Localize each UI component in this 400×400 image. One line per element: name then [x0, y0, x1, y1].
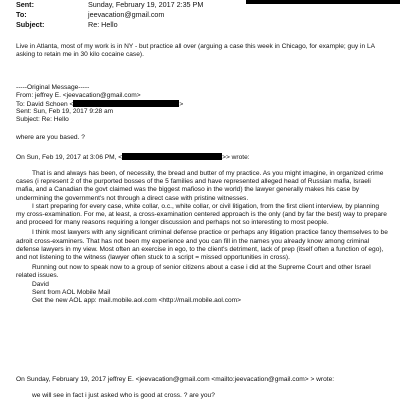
orig-sent: Sent: Sun, Feb 19, 2017 9:28 am [16, 108, 114, 115]
to-label: To: [16, 10, 27, 19]
redaction-bar [122, 153, 222, 160]
original-message-divider: -----Original Message----- [16, 84, 90, 91]
to-row [16, 10, 164, 20]
intro-text: Live in Atlanta, most of my work is in NY - but practice all over (arguing a case this week in Chicago, for example; guy in LA asking to retain me in 30 kilo cocaine case). [16, 43, 375, 59]
quoted-body [16, 170, 388, 305]
quote2-header: On Sunday, February 19, 2017 jeffrey E. <jeevacation@gmail.com <mailto:jeevacation@gmail.com> > wrote: [16, 376, 335, 383]
quote-header [16, 153, 388, 162]
redaction-bar [73, 100, 179, 107]
subject-value: Re: Hello [88, 20, 118, 29]
quote-paragraph-3: I think most lawyers with any significant criminal defense practice or perhaps any litigation practice fancy themselves to be adroit cross-examiners. That has not been my experience and you can fill in the names you already know among criminal defense lawyers in my view. Most often an exercise in ego, to the client's detriment, lack of prep (itself often a function of ego), and not listening to the witness (lawyer often stuck to a script = missed opportunities in cross). [16, 229, 388, 262]
orig-to-end: > [179, 101, 184, 108]
orig-to-text: To: David Schoen < [16, 101, 74, 108]
signature-app-link[interactable]: Get the new AOL app: mail.mobile.aol.com <http://mail.mobile.aol.com> [32, 297, 242, 305]
subject-row [16, 20, 118, 30]
signature-name: David [32, 280, 49, 288]
redaction-bar [246, 0, 400, 4]
orig-from: From: jeffrey E. <jeevacation@gmail.com> [16, 92, 141, 99]
quote-paragraph-1: That is and always has been, of necessity, the bread and butter of my practice. As you might imagine, in organized crime cases (i represent 2 of the purported bosses of the 5 families and have represented alleged head of Russian mafia, Israeli mafia, and a Canadian the govt claimed was the biggest mafioso in the world) the lawyer generally makes his case by undermining the government's not through a direct case with pristine witnesses. [16, 170, 384, 202]
quote-header-start: On Sun, Feb 19, 2017 at 3:06 PM, < [16, 154, 123, 161]
sent-label: Sent: [16, 0, 34, 9]
quote2-text: we will see in fact i just asked who is good at cross. ? are you? [32, 392, 215, 399]
quote-header-end: >> wrote: [222, 154, 250, 161]
question-text: where are you based. ? [16, 134, 85, 141]
sent-value: Sunday, February 19, 2017 2:35 PM [88, 0, 204, 9]
signature [16, 281, 388, 306]
orig-subject: Subject: Re: Hello [16, 116, 69, 123]
signature-sent-from: Sent from AOL Mobile Mail [32, 288, 111, 296]
quote-paragraph-2: I start preparing for every case, white collar, o.c., white collar, or civil litigation, from the first client interview, by planning my cross-examination. For me, at least, a cross-examination centered approach is the only (and by far the best) way to prepare and proceed for many reasons requiring a longer discussion and perhaps not so interesting to most people. [16, 202, 387, 227]
quote-paragraph-4: Running out now to speak now to a group of senior citizens about a case i did at the Supreme Court and other Israel related issues. [16, 264, 371, 280]
to-value: jeevacation@gmail.com [88, 10, 165, 19]
subject-label: Subject: [16, 20, 45, 29]
sent-row [16, 0, 203, 10]
